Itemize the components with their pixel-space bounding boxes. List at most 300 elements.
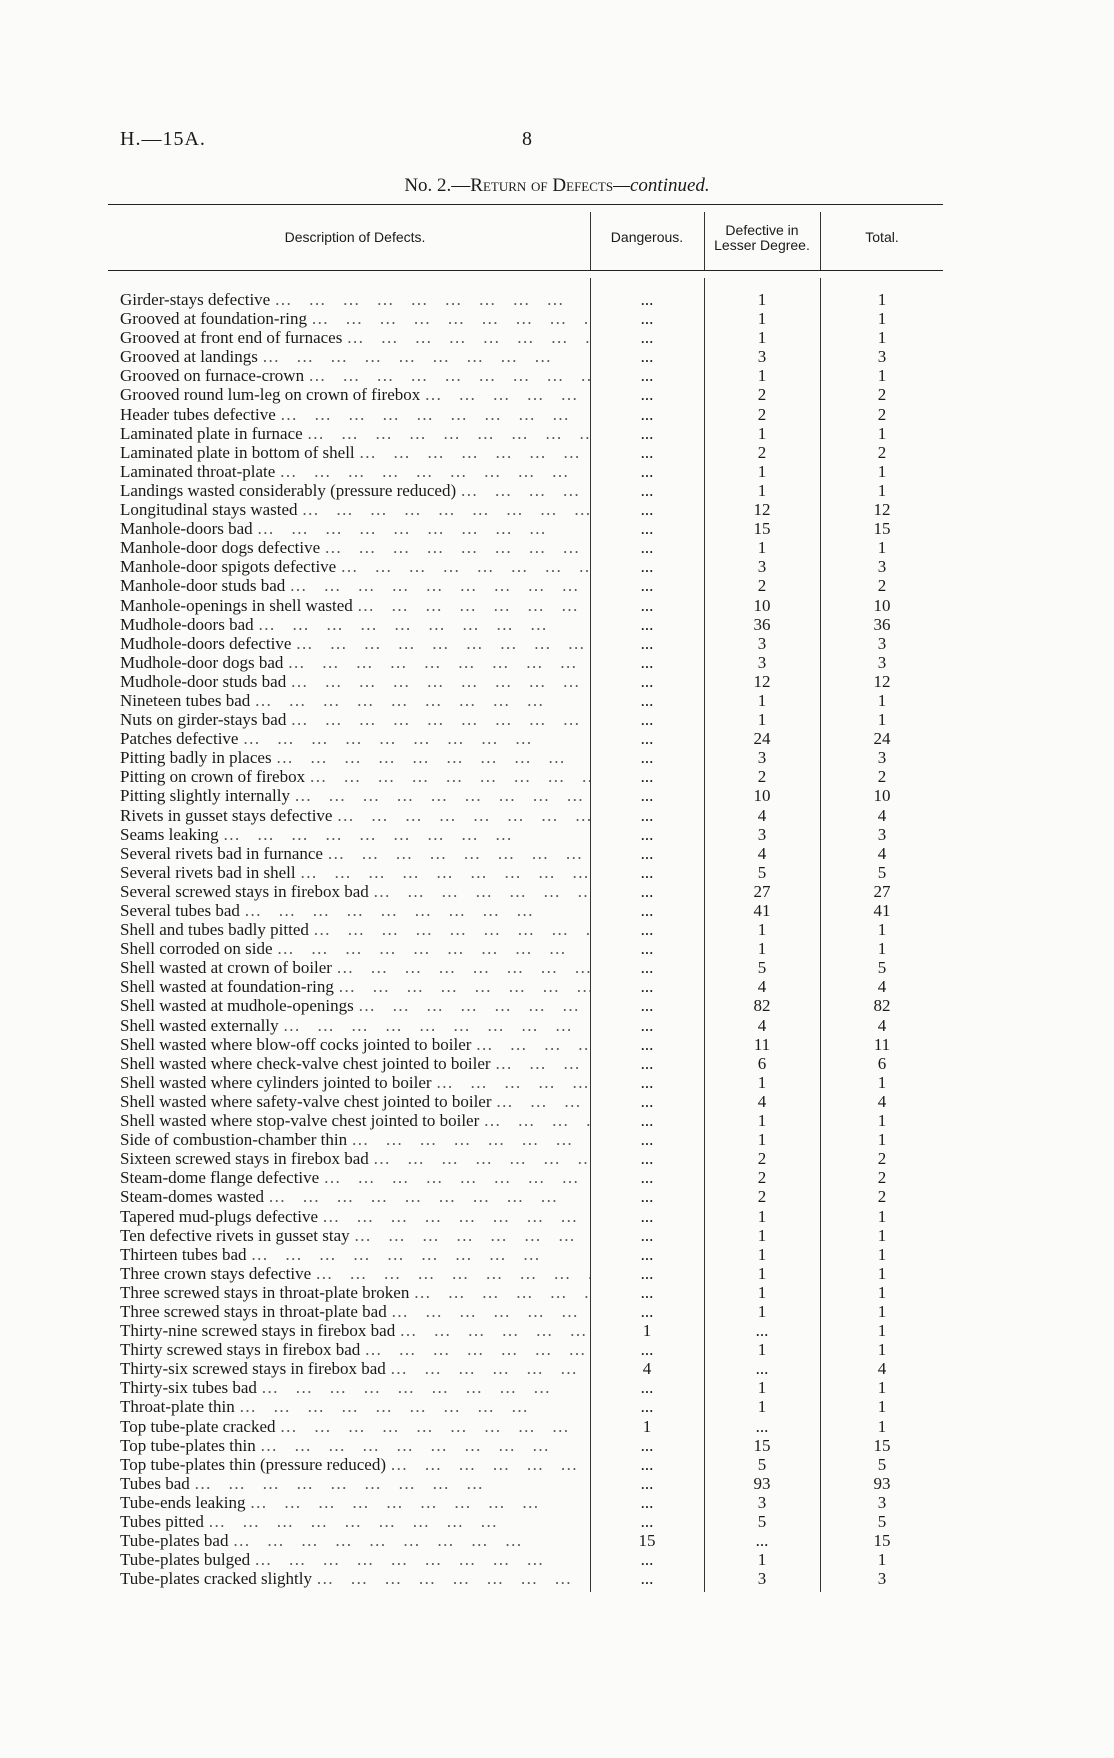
table-row xyxy=(0,443,1114,462)
total-count: 3 xyxy=(877,347,887,367)
defect-description: Three screwed stays in throat-plate broken … … … … … … … … … xyxy=(120,1283,590,1302)
total-count: 1 xyxy=(877,461,887,481)
lesser-degree-count: 2 xyxy=(757,1149,767,1169)
defect-description: Shell wasted where cylinders jointed to boiler … … … … … … … … … xyxy=(120,1073,590,1092)
total-count: 1 xyxy=(877,1263,887,1283)
defect-description: Thirty screwed stays in firebox bad … … … … … … … … … xyxy=(120,1340,590,1359)
defect-description: Three screwed stays in throat-plate bad … … … … … … … … … xyxy=(120,1302,590,1321)
table-row xyxy=(0,538,1114,557)
table-row xyxy=(0,1149,1114,1168)
column-header-dangerous: Dangerous. xyxy=(610,229,684,245)
lesser-degree-count: 11 xyxy=(753,1034,771,1054)
lesser-degree-count: 3 xyxy=(757,652,767,672)
dangerous-count: ... xyxy=(640,977,654,997)
lesser-degree-count: 15 xyxy=(753,1435,771,1455)
total-count: 41 xyxy=(873,901,891,920)
dangerous-count: ... xyxy=(640,1512,654,1531)
total-count: 12 xyxy=(873,500,891,520)
table-row xyxy=(0,290,1114,309)
defect-description: Pitting on crown of firebox … … … … … … … … … xyxy=(120,767,590,786)
defect-description: Top tube-plates thin … … … … … … … … … xyxy=(120,1436,590,1455)
table-row xyxy=(0,1550,1114,1569)
defect-description: Several rivets bad in furnance … … … … … … … … … xyxy=(120,844,590,863)
table-row xyxy=(0,806,1114,825)
table-row xyxy=(0,405,1114,424)
defect-description: Three crown stays defective … … … … … … … … … xyxy=(120,1264,590,1283)
table-row xyxy=(0,1359,1114,1378)
table-row xyxy=(0,576,1114,595)
table-row xyxy=(0,328,1114,347)
total-count: 1 xyxy=(877,1340,887,1360)
total-count: 2 xyxy=(877,404,887,424)
total-count: 2 xyxy=(877,385,887,405)
total-count: 1 xyxy=(877,1416,887,1436)
table-row xyxy=(0,996,1114,1015)
table-title xyxy=(0,175,1114,197)
lesser-degree-count: 1 xyxy=(757,1550,767,1570)
total-count: 1 xyxy=(877,1378,887,1398)
defect-description: Pitting badly in places … … … … … … … … … xyxy=(120,748,590,767)
table-row xyxy=(0,1130,1114,1149)
dangerous-count: ... xyxy=(640,385,654,405)
column-divider xyxy=(590,212,591,270)
lesser-degree-count: 1 xyxy=(757,309,767,329)
total-count: 1 xyxy=(877,1244,887,1264)
dangerous-count: ... xyxy=(640,461,654,481)
total-count: 2 xyxy=(877,767,887,787)
total-count: 1 xyxy=(877,920,887,940)
table-row xyxy=(0,672,1114,691)
total-count: 1 xyxy=(877,1321,887,1341)
lesser-degree-count: 1 xyxy=(757,1111,767,1131)
lesser-degree-count: 3 xyxy=(757,633,767,653)
lesser-degree-count: 5 xyxy=(757,1512,767,1531)
table-row xyxy=(0,1073,1114,1092)
lesser-degree-count: 1 xyxy=(757,461,767,481)
lesser-degree-count: 3 xyxy=(757,347,767,367)
lesser-degree-count: 2 xyxy=(757,404,767,424)
total-count: 27 xyxy=(873,881,891,901)
table-row xyxy=(0,863,1114,882)
dangerous-count: ... xyxy=(640,538,654,558)
total-count: 10 xyxy=(873,595,891,615)
dangerous-count: ... xyxy=(640,862,654,882)
table-row xyxy=(0,977,1114,996)
total-count: 15 xyxy=(873,1435,891,1455)
total-count: 1 xyxy=(877,1072,887,1092)
dangerous-count: ... xyxy=(640,939,654,959)
lesser-degree-count: 1 xyxy=(757,328,767,348)
total-count: 93 xyxy=(873,1473,891,1493)
lesser-degree-count: 12 xyxy=(753,671,771,691)
total-count: 10 xyxy=(873,786,891,806)
dangerous-count: ... xyxy=(640,1435,654,1455)
table-row xyxy=(0,653,1114,672)
total-count: 1 xyxy=(877,309,887,329)
total-count: 1 xyxy=(877,1206,887,1226)
defect-description: Girder-stays defective … … … … … … … … … xyxy=(120,290,590,309)
dangerous-count: ... xyxy=(640,290,654,309)
lesser-degree-count: 24 xyxy=(753,729,771,749)
total-count: 2 xyxy=(877,1149,887,1169)
dangerous-count: ... xyxy=(640,1225,654,1245)
lesser-degree-count: 6 xyxy=(757,1053,767,1073)
defect-description: Laminated throat-plate … … … … … … … … … xyxy=(120,462,590,481)
total-count: 1 xyxy=(877,290,887,309)
defect-description: Shell wasted where blow-off cocks jointed to boiler … … … … … … … … … xyxy=(120,1035,590,1054)
table-row xyxy=(0,1378,1114,1397)
lesser-degree-count: 4 xyxy=(757,977,767,997)
dangerous-count: ... xyxy=(640,633,654,653)
lesser-degree-count: 2 xyxy=(757,1187,767,1207)
table-row xyxy=(0,1245,1114,1264)
total-count: 1 xyxy=(877,1111,887,1131)
total-count: 3 xyxy=(877,652,887,672)
lesser-degree-count: 5 xyxy=(757,862,767,882)
defect-description: Nineteen tubes bad … … … … … … … … … xyxy=(120,691,590,710)
total-count: 4 xyxy=(877,1091,887,1111)
dangerous-count: ... xyxy=(640,1244,654,1264)
dangerous-count: ... xyxy=(640,1072,654,1092)
defect-description: Tube-plates bulged … … … … … … … … … xyxy=(120,1550,590,1569)
table-row xyxy=(0,424,1114,443)
lesser-degree-count: 1 xyxy=(757,1378,767,1398)
total-count: 11 xyxy=(873,1034,891,1054)
table-row xyxy=(0,385,1114,404)
lesser-degree-count: 1 xyxy=(757,366,767,386)
dangerous-count: ... xyxy=(640,1454,654,1474)
total-count: 1 xyxy=(877,480,887,500)
dangerous-count: ... xyxy=(640,1301,654,1321)
table-row xyxy=(0,1264,1114,1283)
dangerous-count: ... xyxy=(640,1282,654,1302)
table-row xyxy=(0,1531,1114,1550)
total-count: 5 xyxy=(877,862,887,882)
defect-description: Thirty-nine screwed stays in firebox bad … … … … … … … … … xyxy=(120,1321,590,1340)
defect-description: Steam-domes wasted … … … … … … … … … xyxy=(120,1187,590,1206)
header-rule xyxy=(108,270,943,271)
dangerous-count: ... xyxy=(640,690,654,710)
lesser-degree-count: 4 xyxy=(757,843,767,863)
total-count: 1 xyxy=(877,710,887,730)
table-row xyxy=(0,347,1114,366)
defect-description: Manhole-openings in shell wasted … … … … … … … … … xyxy=(120,596,590,615)
lesser-degree-count: 1 xyxy=(757,1206,767,1226)
dangerous-count: ... xyxy=(640,901,654,920)
total-count: 3 xyxy=(877,1569,887,1589)
dangerous-count: ... xyxy=(640,1378,654,1398)
table-row xyxy=(0,901,1114,920)
title-prefix: No. 2.— xyxy=(404,175,471,196)
lesser-degree-count: 5 xyxy=(757,1454,767,1474)
defect-description: Tapered mud-plugs defective … … … … … … … … … xyxy=(120,1207,590,1226)
lesser-degree-count: 82 xyxy=(753,996,771,1016)
lesser-degree-count: 4 xyxy=(757,805,767,825)
lesser-degree-count: 1 xyxy=(757,423,767,443)
total-count: 24 xyxy=(873,729,891,749)
column-header-lesser-degree: Defective in Lesser Degree. xyxy=(714,222,810,253)
dangerous-count: 1 xyxy=(642,1321,652,1341)
table-row xyxy=(0,1092,1114,1111)
defect-description: Thirty-six tubes bad … … … … … … … … … xyxy=(120,1378,590,1397)
lesser-degree-count: 1 xyxy=(757,710,767,730)
lesser-degree-count: 2 xyxy=(757,1168,767,1188)
lesser-degree-count: 3 xyxy=(757,1569,767,1589)
defect-description: Tubes bad … … … … … … … … … xyxy=(120,1474,590,1493)
table-row xyxy=(0,1187,1114,1206)
dangerous-count: ... xyxy=(640,881,654,901)
table-row xyxy=(0,1035,1114,1054)
top-rule xyxy=(108,204,943,205)
total-count: 1 xyxy=(877,1282,887,1302)
lesser-degree-count: 1 xyxy=(757,1263,767,1283)
table-row xyxy=(0,634,1114,653)
total-count: 1 xyxy=(877,538,887,558)
dangerous-count: ... xyxy=(640,328,654,348)
total-count: 1 xyxy=(877,690,887,710)
table-row xyxy=(0,1321,1114,1340)
lesser-degree-count: 2 xyxy=(757,576,767,596)
table-row xyxy=(0,557,1114,576)
dangerous-count: ... xyxy=(640,423,654,443)
table-row xyxy=(0,1054,1114,1073)
defect-description: Pitting slightly internally … … … … … … … … … xyxy=(120,786,590,805)
table-row xyxy=(0,1493,1114,1512)
dangerous-count: ... xyxy=(640,824,654,844)
defect-description: Manhole-door dogs defective … … … … … … … … … xyxy=(120,538,590,557)
table-row xyxy=(0,729,1114,748)
table-row xyxy=(0,366,1114,385)
lesser-degree-count: 10 xyxy=(753,786,771,806)
defect-description: Mudhole-doors defective … … … … … … … … … xyxy=(120,634,590,653)
lesser-degree-count: 5 xyxy=(757,958,767,978)
total-count: 4 xyxy=(877,805,887,825)
total-count: 3 xyxy=(877,824,887,844)
total-count: 15 xyxy=(873,519,891,539)
defect-description: Landings wasted considerably (pressure reduced) … … … … … … … … … xyxy=(120,481,590,500)
dangerous-count: ... xyxy=(640,671,654,691)
defect-description: Shell wasted where check-valve chest jointed to boiler … … … … … … … … … xyxy=(120,1054,590,1073)
defect-description: Steam-dome flange defective … … … … … … … … … xyxy=(120,1168,590,1187)
total-count: 5 xyxy=(877,1454,887,1474)
defect-description: Header tubes defective … … … … … … … … … xyxy=(120,405,590,424)
lesser-degree-count: 2 xyxy=(757,767,767,787)
lesser-degree-count: 1 xyxy=(757,1244,767,1264)
total-count: 2 xyxy=(877,576,887,596)
dangerous-count: ... xyxy=(640,1492,654,1512)
defect-description: Top tube-plate cracked … … … … … … … … … xyxy=(120,1417,590,1436)
total-count: 6 xyxy=(877,1053,887,1073)
lesser-degree-count: 15 xyxy=(753,519,771,539)
total-count: 1 xyxy=(877,1397,887,1417)
defect-description: Shell wasted where safety-valve chest jointed to boiler … … … … … … … … … xyxy=(120,1092,590,1111)
dangerous-count: ... xyxy=(640,1340,654,1360)
table-row xyxy=(0,786,1114,805)
table-row xyxy=(0,481,1114,500)
defect-description: Top tube-plates thin (pressure reduced) … … … … … … … … … xyxy=(120,1455,590,1474)
dangerous-count: 1 xyxy=(642,1416,652,1436)
dangerous-count: ... xyxy=(640,442,654,462)
lesser-degree-count: 93 xyxy=(753,1473,771,1493)
defect-description: Patches defective … … … … … … … … … xyxy=(120,729,590,748)
defect-description: Shell corroded on side … … … … … … … … … xyxy=(120,939,590,958)
total-count: 82 xyxy=(873,996,891,1016)
defect-description: Shell and tubes badly pitted … … … … … … … … … xyxy=(120,920,590,939)
dangerous-count: ... xyxy=(640,404,654,424)
defect-description: Shell wasted at crown of boiler … … … … … … … … … xyxy=(120,958,590,977)
dangerous-count: ... xyxy=(640,1187,654,1207)
document-reference: H.—15A. xyxy=(120,128,206,150)
defect-description: Several rivets bad in shell … … … … … … … … … xyxy=(120,863,590,882)
table-row xyxy=(0,1207,1114,1226)
table-row xyxy=(0,1397,1114,1416)
dangerous-count: ... xyxy=(640,614,654,634)
lesser-degree-count: 3 xyxy=(757,557,767,577)
table-row xyxy=(0,1512,1114,1531)
dangerous-count: ... xyxy=(640,1149,654,1169)
total-count: 1 xyxy=(877,1130,887,1150)
column-header-description: Description of Defects. xyxy=(284,229,426,245)
lesser-degree-count: 4 xyxy=(757,1091,767,1111)
total-count: 1 xyxy=(877,1550,887,1570)
table-row xyxy=(0,1340,1114,1359)
defect-description: Shell wasted where stop-valve chest jointed to boiler … … … … … … … … … xyxy=(120,1111,590,1130)
dangerous-count: ... xyxy=(640,366,654,386)
lesser-degree-count: 27 xyxy=(753,881,771,901)
dangerous-count: ... xyxy=(640,1569,654,1589)
total-count: 2 xyxy=(877,1187,887,1207)
defect-description: Grooved at front end of furnaces … … … … … … … … … xyxy=(120,328,590,347)
total-count: 2 xyxy=(877,1168,887,1188)
total-count: 1 xyxy=(877,423,887,443)
dangerous-count: ... xyxy=(640,1053,654,1073)
lesser-degree-count: 3 xyxy=(757,748,767,768)
defect-description: Shell wasted at foundation-ring … … … … … … … … … xyxy=(120,977,590,996)
lesser-degree-count: 36 xyxy=(753,614,771,634)
lesser-degree-count: 10 xyxy=(753,595,771,615)
defect-description: Several screwed stays in firebox bad … … … … … … … … … xyxy=(120,882,590,901)
total-count: 5 xyxy=(877,958,887,978)
total-count: 4 xyxy=(877,977,887,997)
defect-description: Shell wasted externally … … … … … … … … … xyxy=(120,1016,590,1035)
lesser-degree-count: 3 xyxy=(757,1492,767,1512)
defect-description: Rivets in gusset stays defective … … … … … … … … … xyxy=(120,806,590,825)
table-row xyxy=(0,1417,1114,1436)
table-row xyxy=(0,596,1114,615)
defect-description: Tubes pitted … … … … … … … … … xyxy=(120,1512,590,1531)
total-count: 4 xyxy=(877,1359,887,1379)
lesser-degree-count: 1 xyxy=(757,939,767,959)
total-count: 15 xyxy=(873,1531,891,1551)
table-row xyxy=(0,1168,1114,1187)
lesser-degree-count: ... xyxy=(755,1531,769,1551)
dangerous-count: ... xyxy=(640,1111,654,1131)
lesser-degree-count: 1 xyxy=(757,1340,767,1360)
defect-description: Tube-plates cracked slightly … … … … … … … … … xyxy=(120,1569,590,1588)
lesser-degree-count: 41 xyxy=(753,901,771,920)
dangerous-count: ... xyxy=(640,1263,654,1283)
total-count: 12 xyxy=(873,671,891,691)
lesser-degree-count: 12 xyxy=(753,500,771,520)
dangerous-count: ... xyxy=(640,1550,654,1570)
lesser-degree-count: ... xyxy=(755,1359,769,1379)
table-row xyxy=(0,691,1114,710)
table-row xyxy=(0,882,1114,901)
defect-description: Throat-plate thin … … … … … … … … … xyxy=(120,1397,590,1416)
table-row xyxy=(0,748,1114,767)
total-count: 3 xyxy=(877,1492,887,1512)
dangerous-count: ... xyxy=(640,786,654,806)
defect-description: Manhole-door studs bad … … … … … … … … … xyxy=(120,576,590,595)
dangerous-count: ... xyxy=(640,1130,654,1150)
dangerous-count: ... xyxy=(640,1015,654,1035)
dangerous-count: ... xyxy=(640,1473,654,1493)
table-row xyxy=(0,958,1114,977)
defect-description: Laminated plate in furnace … … … … … … … … … xyxy=(120,424,590,443)
defect-description: Manhole-door spigots defective … … … … … … … … … xyxy=(120,557,590,576)
column-header-total: Total. xyxy=(865,229,899,245)
column-divider xyxy=(820,212,821,270)
defects-table-body xyxy=(0,290,1114,1588)
dangerous-count: ... xyxy=(640,519,654,539)
defect-description: Manhole-doors bad … … … … … … … … … xyxy=(120,519,590,538)
lesser-degree-count: 1 xyxy=(757,1225,767,1245)
table-row xyxy=(0,309,1114,328)
dangerous-count: ... xyxy=(640,1034,654,1054)
defect-description: Side of combustion-chamber thin … … … … … … … … … xyxy=(120,1130,590,1149)
dangerous-count: 15 xyxy=(638,1531,656,1551)
dangerous-count: ... xyxy=(640,729,654,749)
table-row xyxy=(0,462,1114,481)
defect-description: Thirteen tubes bad … … … … … … … … … xyxy=(120,1245,590,1264)
lesser-degree-count: 1 xyxy=(757,920,767,940)
table-row xyxy=(0,1283,1114,1302)
defect-description: Mudhole-door dogs bad … … … … … … … … … xyxy=(120,653,590,672)
table-row xyxy=(0,500,1114,519)
defect-description: Grooved at foundation-ring … … … … … … … … … xyxy=(120,309,590,328)
lesser-degree-count: 1 xyxy=(757,1282,767,1302)
dangerous-count: ... xyxy=(640,710,654,730)
defect-description: Grooved at landings … … … … … … … … … xyxy=(120,347,590,366)
defect-description: Shell wasted at mudhole-openings … … … … … … … … … xyxy=(120,996,590,1015)
lesser-degree-count: 1 xyxy=(757,290,767,309)
dangerous-count: ... xyxy=(640,805,654,825)
dangerous-count: ... xyxy=(640,557,654,577)
total-count: 1 xyxy=(877,939,887,959)
table-row xyxy=(0,1226,1114,1245)
defect-description: Several tubes bad … … … … … … … … … xyxy=(120,901,590,920)
dangerous-count: ... xyxy=(640,1168,654,1188)
lesser-degree-count: 1 xyxy=(757,1072,767,1092)
page-number: 8 xyxy=(522,128,532,150)
dangerous-count: ... xyxy=(640,767,654,787)
lesser-degree-count: 1 xyxy=(757,480,767,500)
table-row xyxy=(0,825,1114,844)
lesser-degree-count: 4 xyxy=(757,1015,767,1035)
defect-description: Seams leaking … … … … … … … … … xyxy=(120,825,590,844)
table-row xyxy=(0,767,1114,786)
defect-description: Thirty-six screwed stays in firebox bad … … … … … … … … … xyxy=(120,1359,590,1378)
total-count: 1 xyxy=(877,328,887,348)
total-count: 4 xyxy=(877,843,887,863)
defect-description: Ten defective rivets in gusset stay … … … … … … … … … xyxy=(120,1226,590,1245)
total-count: 1 xyxy=(877,1301,887,1321)
dangerous-count: ... xyxy=(640,996,654,1016)
dangerous-count: ... xyxy=(640,1397,654,1417)
dangerous-count: ... xyxy=(640,595,654,615)
defect-description: Laminated plate in bottom of shell … … … … … … … … … xyxy=(120,443,590,462)
total-count: 5 xyxy=(877,1512,887,1531)
